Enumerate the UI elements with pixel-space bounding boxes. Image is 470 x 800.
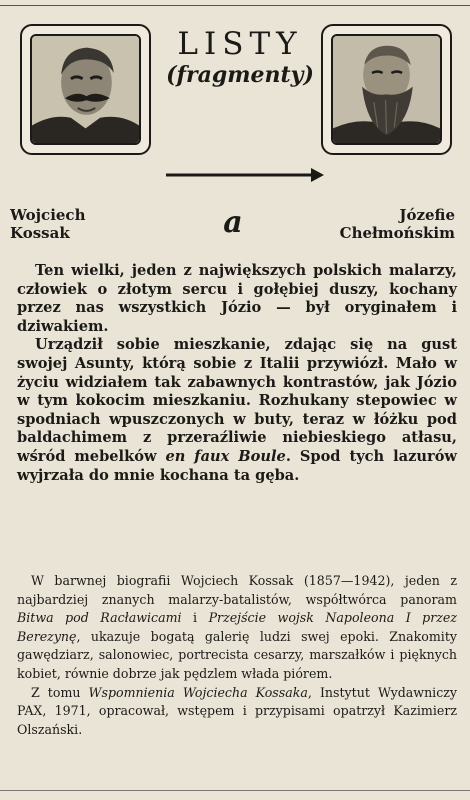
editorial-note (17, 572, 457, 739)
paragraph-text: Ten wielki, jeden z największych polskich malarzy, człowiek o złotym sercu i gołębiej duszy, kochany przez nas wszystkich Józio — był oryginałem i dziwakiem. (17, 262, 457, 335)
note-title: Przejście wojsk Napoleona I przez Berezynę (17, 610, 457, 644)
arrow-right-icon (166, 165, 324, 185)
note-text: , Instytut Wydawniczy PAX, 1971, opracował, wstępem i przypisami opatrzył Kazimierz Olszański. (17, 684, 458, 737)
recipient-first-name: Józefie (399, 206, 455, 224)
letter-paragraph (17, 336, 457, 485)
note-text: Z tomu (31, 684, 89, 700)
note-text: , ukazuje bogatą galerię ludzi swej epoki. Znakomity gawędziarz, salonowiec, portrecista cesarzy, marszałków i pięknych kobiet, równie dobrze jak pędzlem włada piórem. (17, 628, 457, 681)
connector-word: a (223, 205, 243, 240)
paragraph-text: . Spod tych lazurów wyjrzała do mnie kochana ta gęba. (17, 447, 457, 484)
portrait-frame-chelmonski (321, 24, 452, 155)
note-title: Wspomnienia Wojciecha Kossaka (88, 684, 308, 700)
sender-name (10, 206, 140, 242)
paragraph-text: Urządził sobie mieszkanie, zdając się na gust swojej Asunty, którą sobie z Italii przywiózł. Mało w życiu widziałem tak zabawnych kontrastów, jak Józio w tym kokocim mieszkaniu. Rozhukany stepowiec w spodniach wpuszczonych w buty, teraz w łóżku pod baldachimem z przeraźliwie niebieskiego atłasu, wśród mebelków (17, 336, 457, 465)
note-paragraph (17, 572, 457, 684)
recipient-last-name: Chełmońskim (339, 224, 455, 242)
note-paragraph (17, 684, 457, 740)
bottom-rule (0, 790, 470, 791)
portrait-frame-kossak (20, 24, 151, 155)
top-rule (0, 5, 470, 6)
sender-last-name: Kossak (10, 224, 70, 242)
paragraph-emphasis: en faux Boule (165, 447, 286, 465)
portrait-kossak (30, 34, 141, 145)
note-text: i (181, 610, 209, 626)
letter-paragraph (17, 262, 457, 336)
sender-first-name: Wojciech (10, 206, 86, 224)
note-title: Bitwa pod Racławicami (17, 610, 182, 626)
note-text: W barwnej biografii Wojciech Kossak (1857—1942), jeden z najbardziej znanych malarzy-batalistów, współtwórca panoram (17, 573, 457, 607)
portrait-chelmonski-image (333, 36, 440, 143)
recipient-name (300, 206, 455, 242)
portrait-chelmonski (331, 34, 442, 145)
letter-body (17, 262, 457, 485)
article-title: LISTY (177, 26, 303, 62)
article-subtitle: (fragmenty) (166, 62, 314, 88)
portrait-kossak-image (32, 36, 139, 143)
